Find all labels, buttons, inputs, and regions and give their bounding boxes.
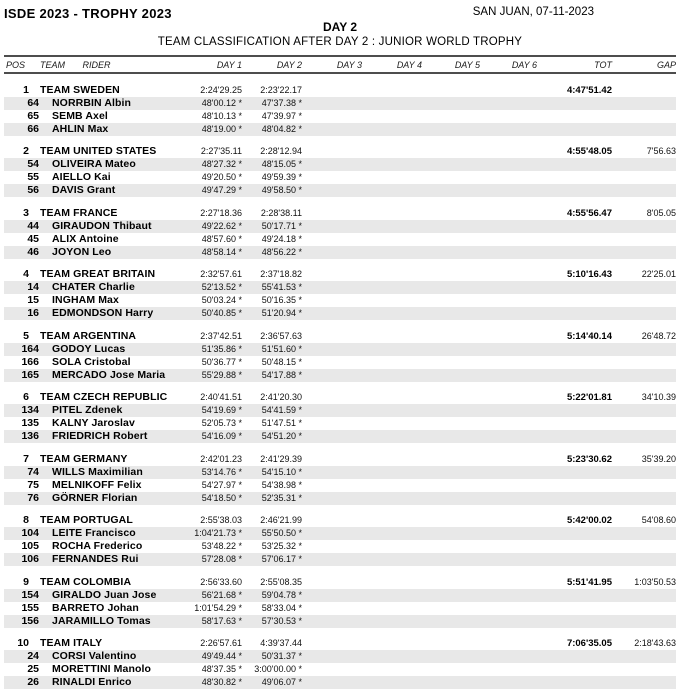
rider-day1-time: 57'28.08 *	[201, 554, 242, 564]
rider-number: 164	[21, 342, 39, 355]
rider-day1-time: 1:04'21.73 *	[194, 528, 242, 538]
rider-name: LEITE Francisco	[52, 527, 136, 539]
team-total-time: 4:55'48.05	[566, 146, 612, 157]
rider-day2-time: 57'06.17 *	[261, 554, 302, 564]
rider-day1-time: 50'36.77 *	[201, 356, 242, 367]
rider-row	[4, 615, 676, 628]
col-header-day1: DAY 1	[216, 59, 242, 70]
team-day1-total: 2:56'33.60	[200, 576, 242, 587]
rider-day2-time: 54'51.20 *	[261, 431, 302, 441]
rider-number: 25	[27, 663, 39, 675]
team-name: TEAM ARGENTINA	[40, 329, 137, 342]
rider-name: ALIX Antoine	[52, 232, 119, 245]
rider-day1-time: 52'05.73 *	[201, 418, 242, 428]
team-name: TEAM COLOMBIA	[40, 575, 132, 588]
rider-day1-time: 54'18.50 *	[201, 492, 242, 503]
rider-number: 16	[27, 307, 39, 319]
rider-day1-time: 48'37.35 *	[201, 664, 242, 674]
team-gap: 34'10.39	[641, 392, 676, 402]
rider-day1-time: 48'58.14 *	[201, 246, 242, 257]
rider-name: NORRBIN Albin	[52, 96, 132, 109]
rider-day2-time: 53'25.32 *	[261, 541, 302, 551]
rider-day1-time: 48'00.12 *	[201, 97, 242, 108]
rider-name: PITEL Zdenek	[52, 404, 123, 416]
rider-row	[4, 343, 676, 356]
rider-number: 155	[21, 601, 39, 614]
rider-number: 46	[27, 245, 39, 258]
team-total-time: 5:22'01.81	[566, 392, 612, 403]
team-day2-total: 2:28'38.11	[260, 207, 302, 218]
team-position: 3	[23, 206, 29, 219]
classification-title: TEAM CLASSIFICATION AFTER DAY 2 : JUNIOR WORLD TROPHY	[157, 36, 523, 48]
rider-day2-time: 48'15.05 *	[261, 159, 302, 169]
team-row	[4, 84, 676, 97]
rider-day1-time: 54'27.97 *	[201, 479, 242, 490]
col-header-pos: POS	[6, 59, 26, 70]
rider-number: 165	[21, 368, 39, 381]
team-day1-total: 2:37'42.51	[200, 330, 242, 341]
rider-day2-time: 48'04.82 *	[261, 123, 302, 134]
rider-row	[4, 527, 676, 540]
rider-row	[4, 123, 676, 136]
team-block	[4, 84, 676, 136]
rider-day1-time: 1:01'54.29 *	[194, 602, 242, 613]
team-row	[4, 453, 676, 466]
rider-name: CHATER Charlie	[52, 281, 135, 293]
rider-row	[4, 246, 676, 259]
rider-name: GÖRNER Florian	[52, 491, 138, 504]
col-header-team: TEAM	[40, 59, 66, 70]
team-total-time: 4:47'51.42	[566, 84, 612, 96]
rider-day2-time: 49'24.18 *	[261, 233, 302, 244]
team-day1-total: 2:32'57.61	[200, 269, 242, 279]
team-row	[4, 330, 676, 343]
rider-row	[4, 479, 676, 492]
rider-day1-time: 48'10.13 *	[201, 110, 242, 121]
rider-day1-time: 50'40.85 *	[201, 308, 242, 318]
rider-day2-time: 47'39.97 *	[261, 110, 302, 121]
rider-day2-time: 48'56.22 *	[261, 246, 302, 257]
team-day2-total: 2:55'08.35	[260, 576, 302, 587]
rider-number: 105	[21, 540, 39, 552]
rider-number: 24	[27, 650, 39, 662]
rider-row	[4, 466, 676, 479]
team-day2-total: 2:37'18.82	[260, 269, 302, 279]
rider-row	[4, 663, 676, 676]
rider-number: 26	[27, 676, 39, 688]
rider-day1-time: 50'03.24 *	[201, 295, 242, 305]
rider-day2-time: 55'50.50 *	[261, 528, 302, 538]
rider-row	[4, 110, 676, 123]
rider-number: 136	[21, 430, 39, 442]
rider-day2-time: 50'31.37 *	[261, 651, 302, 661]
team-name: TEAM PORTUGAL	[40, 514, 133, 526]
team-block	[4, 637, 676, 689]
rider-number: 154	[21, 588, 39, 601]
rider-day2-time: 50'48.15 *	[261, 356, 302, 367]
team-position: 4	[23, 268, 29, 280]
rider-number: 64	[27, 96, 39, 109]
rider-day1-time: 49'47.29 *	[201, 185, 242, 195]
rider-day2-time: 59'04.78 *	[261, 589, 302, 600]
day-heading: DAY 2	[322, 20, 358, 34]
rider-name: JARAMILLO Tomas	[52, 614, 151, 627]
rider-name: EDMONDSON Harry	[52, 307, 154, 319]
col-header-day4: DAY 4	[396, 59, 422, 70]
rider-name: RINALDI Enrico	[52, 676, 132, 688]
team-block	[4, 268, 676, 320]
rider-name: SOLA Cristobal	[52, 355, 131, 368]
team-day2-total: 2:41'29.39	[260, 453, 302, 464]
team-day2-total: 2:41'20.30	[260, 392, 302, 402]
col-header-day3: DAY 3	[336, 59, 362, 70]
rider-day2-time: 58'33.04 *	[261, 602, 302, 613]
col-header-rider: RIDER	[82, 59, 111, 70]
rider-day1-time: 48'30.82 *	[201, 677, 242, 687]
rider-row	[4, 602, 676, 615]
rider-row	[4, 650, 676, 663]
team-gap: 26'48.72	[641, 330, 676, 341]
rider-name: BARRETO Johan	[52, 601, 139, 614]
rider-row	[4, 492, 676, 505]
rider-name: AHLIN Max	[52, 122, 109, 135]
rider-name: WILLS Maximilian	[52, 465, 143, 478]
team-row	[4, 576, 676, 589]
rider-number: 75	[27, 478, 39, 491]
team-gap: 2:18'43.63	[634, 638, 676, 648]
rider-number: 134	[21, 404, 39, 416]
rider-day1-time: 48'57.60 *	[201, 233, 242, 244]
team-total-time: 5:42'00.02	[566, 515, 612, 526]
rider-day2-time: 54'38.98 *	[261, 479, 302, 490]
team-gap: 7'56.63	[646, 146, 676, 156]
rider-name: MERCADO Jose Maria	[52, 368, 166, 381]
rider-number: 45	[27, 232, 39, 245]
team-total-time: 4:55'56.47	[566, 207, 612, 219]
team-gap: 22'25.01	[641, 269, 676, 279]
team-total-time: 7:06'35.05	[566, 638, 612, 649]
rider-number: 135	[21, 417, 39, 429]
rider-name: ROCHA Frederico	[52, 540, 143, 552]
classification-table	[4, 84, 676, 690]
team-day1-total: 2:27'35.11	[200, 146, 242, 156]
team-block	[4, 330, 676, 382]
rider-name: GODOY Lucas	[52, 342, 126, 355]
rider-day1-time: 49'22.62 *	[201, 220, 242, 231]
rider-name: GIRAUDON Thibaut	[52, 219, 152, 232]
col-header-team-rider	[40, 60, 184, 70]
rider-number: 66	[27, 122, 39, 135]
col-header-tot: TOT	[594, 59, 612, 70]
rider-name: FRIEDRICH Robert	[52, 430, 148, 442]
rider-day2-time: 54'15.10 *	[261, 466, 302, 477]
team-day2-total: 2:28'12.94	[260, 146, 302, 156]
rider-day1-time: 48'19.00 *	[201, 123, 242, 134]
team-position: 10	[17, 637, 29, 649]
rider-name: MELNIKOFF Felix	[52, 478, 142, 491]
team-day2-total: 2:46'21.99	[260, 515, 302, 525]
team-day1-total: 2:55'38.03	[200, 515, 242, 525]
team-day1-total: 2:40'41.51	[200, 392, 242, 402]
rider-day2-time: 54'41.59 *	[261, 405, 302, 415]
col-header-gap: GAP	[656, 59, 676, 70]
rider-day2-time: 51'20.94 *	[261, 308, 302, 318]
rider-number: 55	[27, 171, 39, 183]
rider-row	[4, 430, 676, 443]
rider-row	[4, 158, 676, 171]
team-position: 7	[23, 452, 29, 465]
rider-row	[4, 233, 676, 246]
team-block	[4, 453, 676, 505]
rider-row	[4, 281, 676, 294]
team-position: 8	[23, 514, 29, 526]
team-day2-total: 4:39'37.44	[260, 638, 302, 648]
team-name: TEAM FRANCE	[40, 206, 118, 219]
team-row	[4, 391, 676, 404]
rider-day2-time: 49'59.39 *	[261, 172, 302, 182]
team-total-time: 5:10'16.43	[566, 269, 612, 280]
rider-day2-time: 57'30.53 *	[261, 615, 302, 626]
rider-day2-time: 47'37.38 *	[261, 97, 302, 108]
rider-row	[4, 294, 676, 307]
rider-number: 156	[21, 614, 39, 627]
team-name: TEAM GERMANY	[40, 452, 128, 465]
team-block	[4, 145, 676, 197]
rider-row	[4, 220, 676, 233]
rider-row	[4, 307, 676, 320]
rider-number: 76	[27, 491, 39, 504]
rider-name: SEMB Axel	[52, 109, 108, 122]
rider-name: CORSI Valentino	[52, 650, 137, 662]
rider-name: AIELLO Kai	[52, 171, 111, 183]
rider-name: DAVIS Grant	[52, 184, 116, 196]
rider-day1-time: 55'29.88 *	[201, 369, 242, 380]
rider-number: 44	[27, 219, 39, 232]
team-row	[4, 145, 676, 158]
rider-number: 65	[27, 109, 39, 122]
event-title: ISDE 2023 - TROPHY 2023	[4, 6, 172, 21]
team-name: TEAM CZECH REPUBLIC	[40, 391, 168, 403]
rider-day1-time: 56'21.68 *	[201, 589, 242, 600]
team-position: 6	[23, 391, 29, 403]
team-day2-total: 2:36'57.63	[260, 330, 302, 341]
rider-day2-time: 51'51.60 *	[261, 343, 302, 354]
team-name: TEAM GREAT BRITAIN	[40, 268, 156, 280]
table-header-row	[4, 55, 676, 74]
team-name: TEAM SWEDEN	[40, 83, 120, 96]
top-header	[4, 0, 676, 21]
rider-day1-time: 49'49.44 *	[201, 651, 242, 661]
rider-name: INGHAM Max	[52, 294, 119, 306]
rider-day2-time: 49'58.50 *	[261, 185, 302, 195]
rider-number: 74	[27, 465, 39, 478]
rider-day1-time: 58'17.63 *	[201, 615, 242, 626]
rider-day2-time: 50'17.71 *	[261, 220, 302, 231]
team-total-time: 5:14'40.14	[566, 330, 612, 342]
team-position: 5	[23, 329, 29, 342]
col-header-day6: DAY 6	[511, 59, 537, 70]
rider-day2-time: 54'17.88 *	[261, 369, 302, 380]
col-header-day2: DAY 2	[276, 59, 302, 70]
team-day1-total: 2:42'01.23	[200, 453, 242, 464]
team-block	[4, 391, 676, 443]
rider-day1-time: 54'19.69 *	[201, 405, 242, 415]
team-name: TEAM ITALY	[40, 637, 103, 649]
rider-row	[4, 553, 676, 566]
team-gap: 35'39.20	[641, 453, 676, 464]
team-block	[4, 576, 676, 628]
rider-name: KALNY Jaroslav	[52, 417, 135, 429]
rider-day2-time: 51'47.51 *	[261, 418, 302, 428]
rider-row	[4, 676, 676, 689]
rider-day1-time: 49'20.50 *	[201, 172, 242, 182]
rider-row	[4, 356, 676, 369]
rider-number: 56	[27, 184, 39, 196]
rider-name: MORETTINI Manolo	[52, 663, 152, 675]
rider-name: JOYON Leo	[52, 245, 112, 258]
rider-day1-time: 53'14.76 *	[201, 466, 242, 477]
rider-number: 14	[27, 281, 39, 293]
rider-day1-time: 48'27.32 *	[201, 159, 242, 169]
team-gap: 54'08.60	[641, 515, 676, 525]
team-name: TEAM UNITED STATES	[40, 145, 157, 157]
rider-row	[4, 540, 676, 553]
team-block	[4, 514, 676, 566]
rider-row	[4, 171, 676, 184]
team-day1-total: 2:27'18.36	[200, 207, 242, 218]
rider-day1-time: 54'16.09 *	[201, 431, 242, 441]
rider-number: 166	[21, 355, 39, 368]
team-total-time: 5:23'30.62	[566, 453, 612, 465]
team-row	[4, 268, 676, 281]
rider-day1-time: 53'48.22 *	[201, 541, 242, 551]
team-gap: 1:03'50.53	[634, 576, 676, 587]
rider-name: GIRALDO Juan Jose	[52, 588, 157, 601]
rider-number: 15	[27, 294, 39, 306]
rider-day2-time: 50'16.35 *	[261, 295, 302, 305]
rider-number: 106	[21, 553, 39, 565]
rider-row	[4, 184, 676, 197]
team-day1-total: 2:26'57.61	[200, 638, 242, 648]
team-day2-total: 2:23'22.17	[260, 84, 302, 95]
team-day1-total: 2:24'29.25	[200, 84, 242, 95]
rider-row	[4, 404, 676, 417]
team-position: 9	[23, 575, 29, 588]
rider-day2-time: 52'35.31 *	[261, 492, 302, 503]
rider-row	[4, 589, 676, 602]
rider-row	[4, 417, 676, 430]
team-row	[4, 514, 676, 527]
rider-name: OLIVEIRA Mateo	[52, 158, 136, 170]
rider-day1-time: 51'35.86 *	[201, 343, 242, 354]
team-total-time: 5:51'41.95	[566, 576, 612, 588]
rider-row	[4, 369, 676, 382]
rider-number: 104	[21, 527, 39, 539]
team-row	[4, 637, 676, 650]
rider-day2-time: 3:00'00.00 *	[254, 664, 302, 674]
rider-number: 54	[27, 158, 39, 170]
location-date: SAN JUAN, 07-11-2023	[472, 6, 594, 18]
rider-name: FERNANDES Rui	[52, 553, 139, 565]
rider-row	[4, 97, 676, 110]
rider-day2-time: 55'41.53 *	[261, 282, 302, 292]
team-gap: 8'05.05	[646, 207, 676, 218]
rider-day1-time: 52'13.52 *	[201, 282, 242, 292]
rider-day2-time: 49'06.07 *	[261, 677, 302, 687]
team-position: 1	[23, 83, 29, 96]
col-header-day5: DAY 5	[454, 59, 480, 70]
team-position: 2	[23, 145, 29, 157]
team-row	[4, 207, 676, 220]
team-block	[4, 207, 676, 259]
